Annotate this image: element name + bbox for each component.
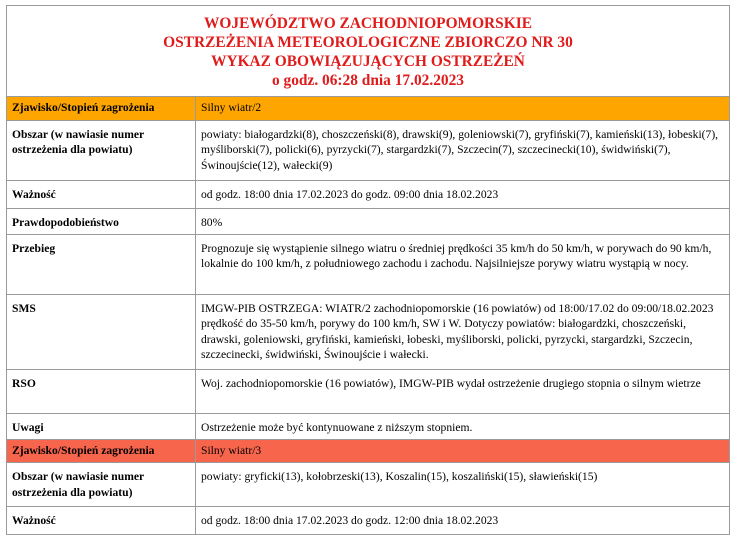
rso-value: Woj. zachodniopomorskie (16 powiatów), IMGW-PIB wydał ostrzeżenie drugiego stopnia o silnym wietrze — [196, 369, 730, 413]
bulletin-title: OSTRZEŻENIA METEOROLOGICZNE ZBIORCZO NR 30 — [163, 34, 573, 51]
warnings-table — [6, 96, 730, 535]
hazard-value: Silny wiatr/2 — [196, 97, 730, 121]
table-row — [7, 234, 730, 294]
area-value: powiaty: gryficki(13), kołobrzeski(13), Koszalin(15), koszaliński(15), sławieński(15) — [196, 463, 730, 507]
table-row — [7, 369, 730, 413]
validity-value: od godz. 18:00 dnia 17.02.2023 do godz. 12:00 dnia 18.02.2023 — [196, 507, 730, 535]
validity-value: od godz. 18:00 dnia 17.02.2023 do godz. 09:00 dnia 18.02.2023 — [196, 180, 730, 208]
probability-value: 80% — [196, 208, 730, 234]
warning-document — [6, 5, 730, 535]
table-row — [7, 413, 730, 439]
table-row — [7, 294, 730, 369]
issue-time: o godz. 06:28 dnia 17.02.2023 — [272, 72, 464, 89]
area-label: Obszar (w nawiasie numer ostrzeżenia dla powiatu) — [7, 120, 196, 180]
hazard-label: Zjawisko/Stopień zagrożenia — [7, 97, 196, 121]
notes-value: Ostrzeżenie może być kontynuowane z niższym stopniem. — [196, 413, 730, 439]
table-row — [7, 180, 730, 208]
hazard-label: Zjawisko/Stopień zagrożenia — [7, 439, 196, 463]
table-row — [7, 208, 730, 234]
course-value: Prognozuje się wystąpienie silnego wiatru o średniej prędkości 35 km/h do 50 km/h, w porywach do 90 km/h, lokalnie do 100 km/h, z południowego zachodu i zachodu. Najsilniejsze porywy wiatru wystąpią w nocy. — [196, 234, 730, 294]
list-title: WYKAZ OBOWIĄZUJĄCYCH OSTRZEŻEŃ — [211, 53, 525, 70]
hazard-value: Silny wiatr/3 — [196, 439, 730, 463]
probability-label: Prawdopodobieństwo — [7, 208, 196, 234]
area-value: powiaty: białogardzki(8), choszczeński(8), drawski(9), goleniowski(7), gryfiński(7), kamieński(13), łobeski(7), myśliborski(7), policki(6), pyrzycki(7), stargardzki(7), Szczecin(7), szczecinecki(10), świdwiński(7), Świnoujście(12), wałecki(9) — [196, 120, 730, 180]
table-row — [7, 97, 730, 121]
validity-label: Ważność — [7, 507, 196, 535]
rso-label: RSO — [7, 369, 196, 413]
sms-label: SMS — [7, 294, 196, 369]
table-row — [7, 507, 730, 535]
table-row — [7, 439, 730, 463]
notes-label: Uwagi — [7, 413, 196, 439]
course-label: Przebieg — [7, 234, 196, 294]
table-row — [7, 120, 730, 180]
validity-label: Ważność — [7, 180, 196, 208]
table-row — [7, 463, 730, 507]
sms-value: IMGW-PIB OSTRZEGA: WIATR/2 zachodniopomorskie (16 powiatów) od 18:00/17.02 do 09:00/18.02.2023 prędkość do 35-50 km/h, porywy do 100 km/h, SW i W. Dotyczy powiatów: białogardzki, choszczeński, drawski, goleniowski, gryfiński, kamieński, łobeski, myśliborski, policki, pyrzycki, stargardzki, Szczecin, szczecinecki, świdwiński, Świnoujście i wałecki. — [196, 294, 730, 369]
area-label: Obszar (w nawiasie numer ostrzeżenia dla powiatu) — [7, 463, 196, 507]
document-header — [6, 5, 730, 96]
region-title: WOJEWÓDZTWO ZACHODNIOPOMORSKIE — [204, 15, 532, 32]
